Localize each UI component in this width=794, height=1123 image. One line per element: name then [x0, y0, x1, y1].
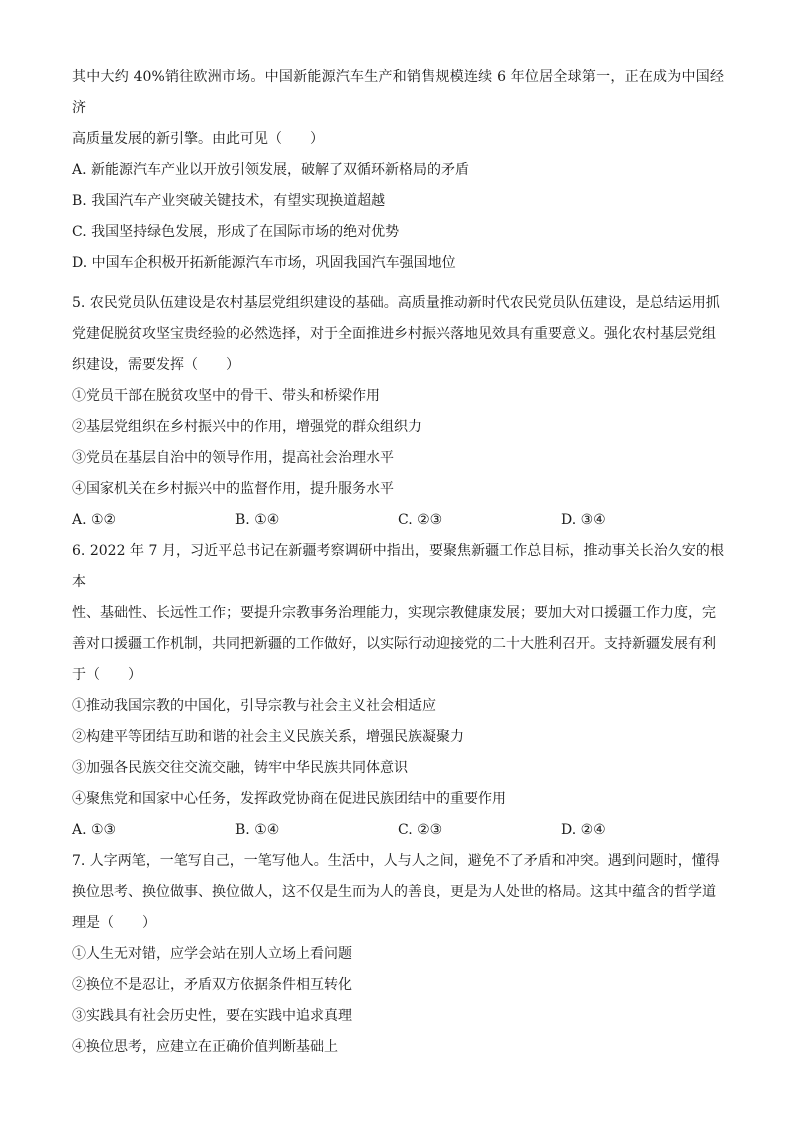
- question-6-choices: [72, 815, 724, 846]
- question-5-choice-a: A. ①②: [72, 512, 117, 528]
- question-5-statement-3: ③党员在基层自治中的领导作用，提高社会治理水平: [72, 450, 394, 466]
- question-5-choice-b: B. ①④: [235, 512, 280, 528]
- question-6-choice-d: D. ②④: [561, 822, 606, 838]
- question-4-option-d: D. 中国车企积极开拓新能源汽车市场，巩固我国汽车强国地位: [72, 255, 456, 271]
- question-7-statement-2: ②换位不是忍让，矛盾双方依据条件相互转化: [72, 977, 352, 993]
- question-7-statement-4: ④换位思考，应建立在正确价值判断基础上: [72, 1039, 338, 1055]
- question-6-choice-a: A. ①③: [72, 822, 117, 838]
- question-5: [72, 288, 724, 536]
- question-6-choice-c: C. ②③: [398, 822, 443, 838]
- question-6-stem-line-2: 性、基础性、长远性工作；要提升宗教事务治理能力，实现宗教健康发展；要加大对口援疆工作力度，完: [72, 605, 716, 621]
- question-6-statement-1: ①推动我国宗教的中国化，引导宗教与社会主义社会相适应: [72, 698, 436, 714]
- question-4-stem-line-1: 其中大约 40%销往欧洲市场。中国新能源汽车生产和销售规模连续 6 年位居全球第一，正在成为中国经济: [72, 69, 724, 116]
- question-7-stem-line-1: 7. 人字两笔，一笔写自己，一笔写他人。生活中，人与人之间，避免不了矛盾和冲突。遇到问题时，懂得: [72, 853, 720, 869]
- exam-page: [72, 62, 724, 1063]
- question-7-stem-line-2: 换位思考、换位做事、换位做人，这不仅是生而为人的善良，更是为人处世的格局。这其中蕴含的哲学道: [72, 884, 716, 900]
- question-6-statement-3: ③加强各民族交往交流交融，铸牢中华民族共同体意识: [72, 760, 408, 776]
- question-6-statement-2: ②构建平等团结互助和谐的社会主义民族关系，增强民族凝聚力: [72, 729, 464, 745]
- question-5-stem-line-2: 党建促脱贫攻坚宝贵经验的必然选择，对于全面推进乡村振兴落地见效具有重要意义。强化农村基层党组: [72, 326, 716, 342]
- question-4-option-a: A. 新能源汽车产业以开放引领发展，破解了双循环新格局的矛盾: [72, 162, 470, 178]
- question-6: [72, 536, 724, 846]
- question-7-statement-3: ③实践具有社会历史性，要在实践中追求真理: [72, 1008, 352, 1024]
- question-5-stem-line-1: 5. 农民党员队伍建设是农村基层党组织建设的基础。高质量推动新时代农民党员队伍建设，是总结运用抓: [72, 295, 720, 311]
- question-6-stem-line-4: 于（ ）: [72, 667, 142, 683]
- question-4-option-b: B. 我国汽车产业突破关键技术，有望实现换道超越: [72, 193, 386, 209]
- question-4-tail: [72, 62, 724, 279]
- question-6-statement-4: ④聚焦党和国家中心任务，发挥政党协商在促进民族团结中的重要作用: [72, 791, 506, 807]
- question-5-stem-line-3: 织建设，需要发挥（ ）: [72, 357, 240, 373]
- question-7-statement-1: ①人生无对错，应学会站在别人立场上看问题: [72, 946, 352, 962]
- question-7: [72, 846, 724, 1063]
- question-6-choice-b: B. ①④: [235, 822, 280, 838]
- question-5-statement-2: ②基层党组织在乡村振兴中的作用，增强党的群众组织力: [72, 419, 422, 435]
- question-6-stem-line-1: 6. 2022 年 7 月，习近平总书记在新疆考察调研中指出，要聚焦新疆工作总目标，推动事关长治久安的根本: [72, 543, 724, 590]
- question-4-stem-line-2: 高质量发展的新引擎。由此可见（ ）: [72, 131, 324, 147]
- question-6-stem-line-3: 善对口援疆工作机制，共同把新疆的工作做好，以实际行动迎接党的二十大胜利召开。支持新疆发展有利: [72, 636, 716, 652]
- question-5-choice-c: C. ②③: [398, 512, 443, 528]
- question-7-stem-line-3: 理是（ ）: [72, 915, 156, 931]
- question-5-statement-4: ④国家机关在乡村振兴中的监督作用，提升服务水平: [72, 481, 394, 497]
- question-5-choice-d: D. ③④: [561, 512, 606, 528]
- question-4-option-c: C. 我国坚持绿色发展，形成了在国际市场的绝对优势: [72, 224, 400, 240]
- question-5-statement-1: ①党员干部在脱贫攻坚中的骨干、带头和桥梁作用: [72, 388, 380, 404]
- question-5-choices: [72, 505, 724, 536]
